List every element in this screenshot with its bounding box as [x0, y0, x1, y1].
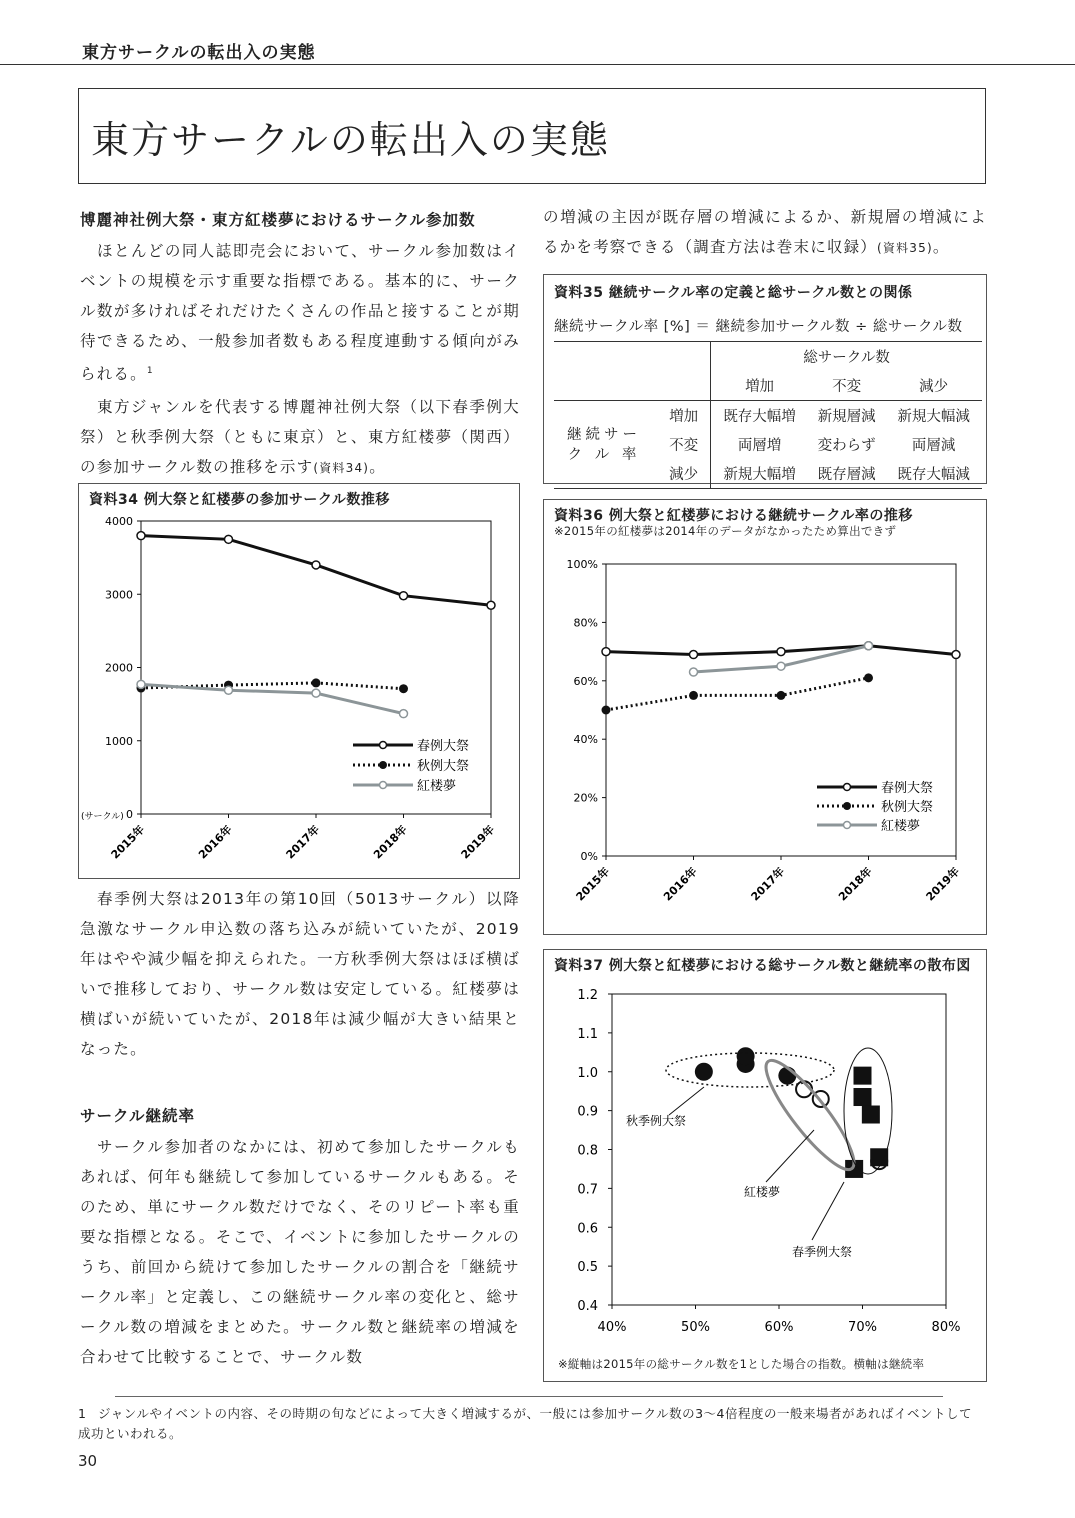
fig36-y-tick-label: 0%	[580, 850, 598, 863]
title-box	[78, 88, 986, 184]
fig37-y-tick-label: 0.6	[577, 1221, 598, 1237]
fig37-y-tick-label: 1.2	[577, 988, 598, 1003]
section1-heading: 博麗神社例大祭・東方紅楼夢におけるサークル参加数	[80, 211, 476, 229]
fig36-point	[602, 648, 610, 656]
page-title: 東方サークルの転出入の実態	[91, 118, 610, 162]
table-cell: 新規大幅減	[897, 409, 970, 425]
fig36-point	[690, 651, 698, 659]
fig36-series-line-1	[606, 678, 869, 710]
figure-34-legend	[353, 738, 469, 794]
figure-34	[78, 483, 520, 879]
fig37-point	[862, 1106, 880, 1124]
fig36-point	[952, 651, 960, 659]
fig36-y-tick-label: 20%	[573, 791, 598, 805]
table-cell: 新規大幅増	[723, 467, 796, 483]
fig34-x-tick-label: 2017年	[283, 822, 323, 862]
figure-reference: (資料35)	[877, 241, 933, 255]
fig36-y-tick-label: 60%	[573, 674, 598, 688]
section1-paragraph-3: 春季例大祭は2013年の第10回（5013サークル）以降急激なサークル申込数の落ち込みが続いていたが、2019年はやや減少幅を抑えられた。一方秋季例大祭はほぼ横ばいで推移しており、サークル数は安定している。紅楼夢は横ばいが続いていたが、2018年は減少幅が大きい結果となった。	[80, 890, 520, 1058]
fig34-y-tick-label: 1000	[105, 734, 133, 748]
fig37-x-tick-label: 40%	[597, 1320, 627, 1335]
fig37-y-tick-label: 0.7	[577, 1182, 598, 1198]
figure-36-subcaption: ※2015年の紅楼夢は2014年のデータがなかったため算出できず	[554, 524, 897, 538]
footnote-rule	[115, 1396, 943, 1397]
figure-36-legend	[817, 780, 933, 834]
figure-36-caption: 資料36 例大祭と紅楼夢における継続サークル率の推移	[554, 508, 913, 524]
figure-35	[543, 274, 987, 484]
fig36-point	[777, 648, 785, 656]
fig34-x-tick-label: 2019年	[458, 822, 498, 862]
fig34-x-tick-label: 2018年	[370, 822, 410, 862]
section1-paragraph-1: ほとんどの同人誌即売会において、サークル参加数はイベントの規模を示す重要な指標である。基本的に、サークル数が多ければそれだけたくさんの作品と接することが期待できるため、一般参加者数もある程度連動する傾向がみられる。$^1$	[80, 242, 520, 384]
page-number: 30	[78, 1452, 98, 1470]
table-cell: 両層減	[911, 438, 956, 454]
figure-37-note: ※縦軸は2015年の総サークル数を1とした場合の指数。横軸は継続率	[558, 1357, 925, 1371]
table-col-header: 増加	[745, 379, 775, 395]
figure-35-caption: 資料35 継続サークル率の定義と総サークル数との関係	[554, 285, 913, 301]
fig34-point	[312, 678, 321, 687]
fig37-y-tick-label: 1.1	[577, 1026, 598, 1042]
fig34-point	[400, 592, 408, 600]
fig36-x-tick-label: 2019年	[923, 864, 963, 904]
figure-35-table	[554, 341, 982, 489]
fig34-y-tick-label: 2000	[105, 661, 133, 675]
table-cell: 新規層減	[817, 409, 876, 425]
table-row-header: 不変	[654, 430, 711, 459]
table-cell: 両層増	[737, 438, 782, 454]
table-cell: 変わらず	[817, 438, 876, 454]
fig34-x-tick-label: 2015年	[108, 822, 148, 862]
fig37-y-tick-label: 1.0	[577, 1065, 598, 1081]
running-head: 東方サークルの転出入の実態	[82, 43, 316, 63]
fig37-point	[854, 1088, 872, 1106]
fig37-y-tick-label: 0.4	[577, 1299, 598, 1314]
figure-36-chart	[544, 500, 986, 934]
table-cell: 既存大幅減	[897, 467, 970, 483]
fig37-point	[854, 1067, 872, 1085]
fig37-y-tick-label: 0.8	[577, 1143, 598, 1159]
fig37-point	[695, 1063, 713, 1081]
figure-reference: (資料34)	[313, 461, 370, 475]
fig37-plot-area	[612, 994, 946, 1305]
section2-paragraph-1: サークル参加者のなかには、初めて参加したサークルもあれば、何年も継続して参加しているサークルもある。そのため、単にサークル数だけでなく、そのリピート率も重要な指標となる。そこで、イベントに参加したサークルのうち、前回から続けて参加したサークルの割合を「継続サークル率」と定義し、この継続サークル率の変化と、総サークル数の増減をまとめた。サークル数と継続率の増減を合わせて比較することで、サークル数	[80, 1138, 520, 1366]
figure-37-chart	[544, 950, 986, 1381]
figure-37	[543, 949, 987, 1382]
figure-34-caption: 資料34 例大祭と紅楼夢の参加サークル数推移	[89, 492, 390, 508]
fig34-y-tick-label: 0	[126, 808, 133, 821]
figure-35-formula: 継続サークル率 [%] ＝ 継続参加サークル数 ÷ 総サークル数	[554, 319, 963, 335]
fig36-x-tick-label: 2017年	[748, 864, 788, 904]
fig34-point	[225, 535, 233, 543]
fig36-y-tick-label: 40%	[573, 733, 598, 747]
figure-36	[543, 499, 987, 935]
legend-spring: 春例大祭	[881, 781, 934, 796]
section2-paragraph-1-continued: の増減の主因が既存層の増減によるか、新規層の増減によるかを考察できる（調査方法は巻末に収録）(資料35)。	[543, 208, 987, 256]
fig36-y-tick-label: 80%	[573, 616, 598, 630]
fig37-y-tick-label: 0.9	[577, 1104, 598, 1120]
fig36-y-tick-label: 100%	[566, 558, 598, 571]
legend-koromu: 紅楼夢	[417, 779, 457, 794]
annotation-spring: 春季例大祭	[792, 1245, 853, 1259]
fig37-x-tick-label: 80%	[931, 1320, 961, 1335]
fig36-point	[865, 642, 873, 650]
table-row-header: 減少	[654, 459, 711, 489]
footnote	[78, 1404, 978, 1444]
figure-34-y-unit: (サークル)	[81, 812, 124, 822]
annotation-autumn: 秋季例大祭	[626, 1114, 687, 1128]
fig36-x-tick-label: 2016年	[660, 864, 700, 904]
fig37-point	[737, 1047, 755, 1065]
fig34-series-line-2	[141, 684, 404, 713]
table-col-group: 総サークル数	[803, 350, 890, 366]
fig34-point	[399, 684, 408, 693]
table-col-header: 不変	[832, 379, 862, 395]
footnote-number: 1	[78, 1406, 87, 1421]
fig36-point	[777, 662, 785, 670]
fig34-point	[312, 561, 320, 569]
table-row-header: 増加	[654, 401, 711, 431]
fig37-x-tick-label: 70%	[848, 1320, 877, 1335]
fig36-point	[777, 691, 786, 700]
figure-37-caption: 資料37 例大祭と紅楼夢における総サークル数と継続率の散布図	[554, 958, 971, 974]
fig36-point	[864, 673, 873, 682]
figure-37-annotations	[626, 1048, 892, 1259]
fig36-point	[602, 706, 611, 715]
legend-koromu: 紅楼夢	[881, 819, 921, 834]
fig36-point	[690, 668, 698, 676]
header-rule	[0, 64, 1075, 65]
fig34-series-line-0	[141, 536, 491, 606]
figure-34-chart	[79, 484, 519, 878]
section2-heading: サークル継続率	[80, 1107, 196, 1125]
fig37-x-tick-label: 60%	[764, 1320, 794, 1335]
fig37-point	[870, 1148, 888, 1166]
legend-autumn: 秋例大祭	[881, 800, 934, 815]
fig34-y-tick-label: 4000	[105, 515, 133, 528]
fig36-x-tick-label: 2015年	[573, 864, 613, 904]
fig34-point	[137, 680, 145, 688]
section1-paragraph-2: 東方ジャンルを代表する博麗神社例大祭（以下春季例大祭）と秋季例大祭（ともに東京）と、東方紅楼夢（関西）の参加サークル数の推移を示す(資料34)。	[80, 398, 520, 476]
fig34-point	[487, 601, 495, 609]
annotation-koromu: 紅楼夢	[744, 1185, 781, 1199]
fig36-x-tick-label: 2018年	[835, 864, 875, 904]
fig37-y-tick-label: 0.5	[577, 1260, 598, 1276]
fig37-x-tick-label: 50%	[681, 1320, 710, 1335]
fig36-point	[689, 691, 698, 700]
fig34-y-tick-label: 3000	[105, 588, 133, 602]
fig34-point	[312, 689, 320, 697]
fig34-point	[137, 532, 145, 540]
table-col-header: 減少	[919, 379, 949, 395]
footnote-mark: 1	[146, 366, 154, 376]
fig34-x-tick-label: 2016年	[195, 822, 235, 862]
legend-spring: 春例大祭	[417, 739, 470, 754]
table-row-group: 継続サーク ル 率	[567, 426, 641, 463]
table-cell: 既存大幅増	[723, 409, 796, 425]
footnote-text: ジャンルやイベントの内容、その時期の旬などによって大きく増減するが、一般には参加サークル数の3～4倍程度の一般来場者があればイベントして成功といわれる。	[78, 1406, 972, 1441]
legend-autumn: 秋例大祭	[417, 759, 470, 774]
fig34-point	[400, 710, 408, 718]
table-cell: 既存層減	[817, 467, 876, 483]
fig34-point	[225, 686, 233, 694]
